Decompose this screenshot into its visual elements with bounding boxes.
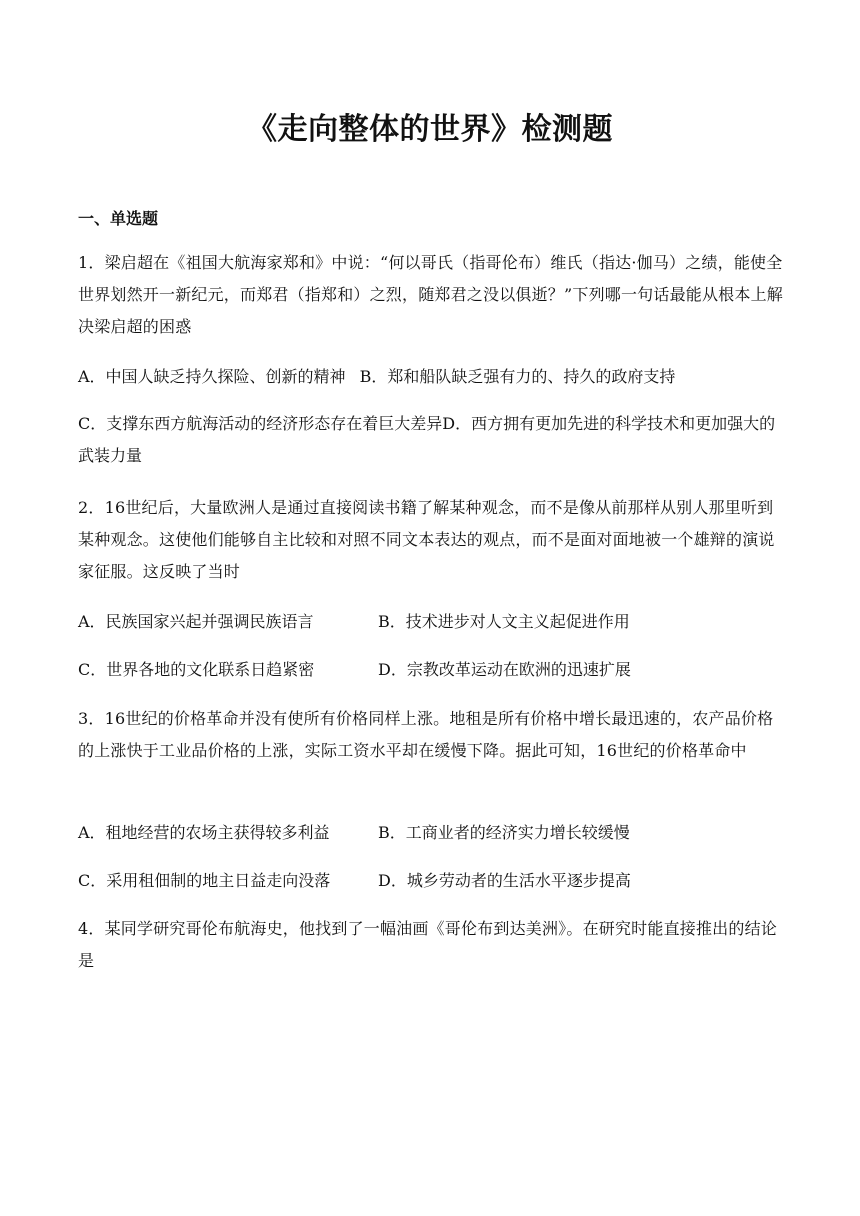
section-heading: 一、单选题: [78, 209, 159, 228]
question-1-option-c[interactable]: C．支撑东西方航海活动的经济形态存在着巨大差异: [78, 414, 443, 433]
question-3-stem: 3．16世纪的价格革命并没有使所有价格同样上涨。地租是所有价格中增长最迅速的，农产品价格的上涨快于工业品价格的上涨，实际工资水平却在缓慢下降。据此可知，16世纪的价格革命中: [78, 709, 774, 760]
question-1-stem: 1．梁启超在《祖国大航海家郑和》中说：“何以哥氏（指哥伦布）维氏（指达·伽马）之绩，能使全世界划然开一新纪元，而郑君（指郑和）之烈，随郑君之没以俱逝？”下列哪一句话最能从根本上解决梁启超的困惑: [78, 253, 783, 336]
question-1-options-row-1: [78, 361, 784, 393]
question-2-option-b[interactable]: B．技术进步对人文主义起促进作用: [378, 612, 630, 631]
question-1-option-a[interactable]: A．中国人缺乏持久探险、创新的精神: [78, 367, 346, 386]
question-1-option-d[interactable]: D．西方拥有更加先进的科学技术和更加强大的武装力量: [78, 414, 776, 465]
question-2-stem: 2．16世纪后，大量欧洲人是通过直接阅读书籍了解某种观念，而不是像从前那样从别人那里听到某种观念。这使他们能够自主比较和对照不同文本表达的观点，而不是面对面地被一个雄辩的演说家征服。这反映了当时: [78, 498, 775, 581]
question-3-option-b[interactable]: B．工商业者的经济实力增长较缓慢: [378, 823, 630, 842]
document-title: 《走向整体的世界》检测题: [247, 112, 613, 147]
question-3-option-a[interactable]: A．租地经营的农场主获得较多利益: [78, 823, 330, 842]
question-3-options-row-2: [78, 865, 784, 897]
question-2-options-row-1: [78, 606, 784, 638]
question-2-option-d[interactable]: D．宗教改革运动在欧洲的迅速扩展: [378, 660, 631, 679]
question-4-stem: 4．某同学研究哥伦布航海史，他找到了一幅油画《哥伦布到达美洲》。在研究时能直接推出的结论是: [78, 919, 777, 970]
question-1-option-b[interactable]: B．郑和船队缺乏强有力的、持久的政府支持: [359, 367, 676, 386]
question-3-option-c[interactable]: C．采用租佃制的地主日益走向没落: [78, 871, 331, 890]
question-2-option-c[interactable]: C．世界各地的文化联系日趋紧密: [78, 660, 315, 679]
question-3-options-row-1: [78, 817, 784, 849]
question-3-option-d[interactable]: D．城乡劳动者的生活水平逐步提高: [378, 871, 631, 890]
question-2-options-row-2: [78, 654, 784, 686]
question-1-options-row-2: [78, 408, 784, 472]
question-2-option-a[interactable]: A．民族国家兴起并强调民族语言: [78, 612, 314, 631]
